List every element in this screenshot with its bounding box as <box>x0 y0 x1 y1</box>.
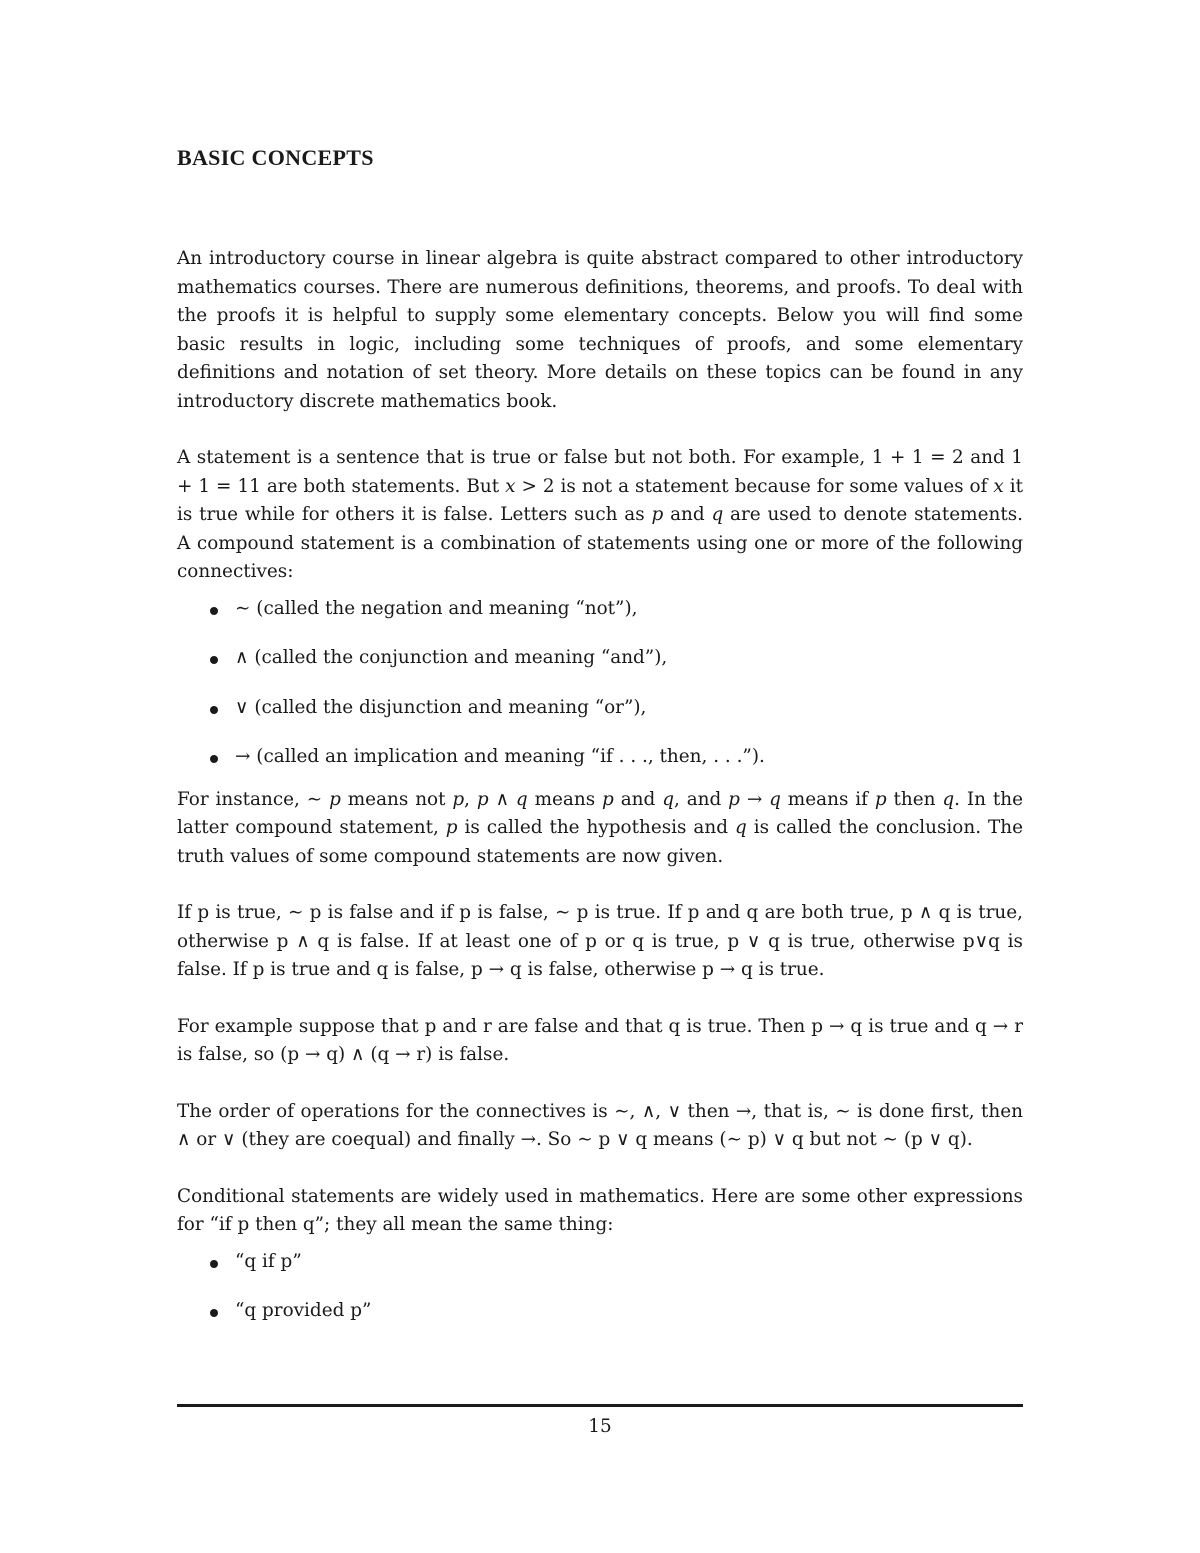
bullet-icon <box>210 706 218 714</box>
math-var: p <box>651 504 664 525</box>
connective-description: (called an implication and meaning “if . . ., then, . . .”). <box>250 746 765 767</box>
bullet-icon <box>210 755 218 763</box>
list-item <box>177 1297 1023 1326</box>
math-var: q <box>769 788 781 810</box>
page-number: 15 <box>588 1416 612 1437</box>
text-run: means not <box>340 788 453 810</box>
math-var: p <box>874 788 887 810</box>
text-run: . In the latter compound statement, <box>177 788 1023 838</box>
bullet-icon <box>210 607 218 615</box>
list-item <box>177 1248 1023 1277</box>
connective-symbol: ∨ <box>235 696 249 718</box>
expressions-list <box>177 1248 1023 1326</box>
order-of-operations-paragraph: The order of operations for the connectives is ∼, ∧, ∨ then →, that is, ∼ is done first, then ∧ or ∨ (they are coequal) and finally →. So ∼ p ∨ q means (∼ p) ∨ q but not ∼ (p ∨ q). <box>177 1100 1023 1150</box>
math-var: p <box>602 788 614 810</box>
text-run: and <box>663 504 712 525</box>
footer-rule <box>177 1404 1023 1407</box>
connectives-list <box>177 595 1023 772</box>
connective-symbol: → <box>235 746 251 767</box>
text-run: is called the hypothesis and <box>457 817 735 838</box>
text-run: ∧ <box>488 788 516 810</box>
math-var: p <box>476 788 489 810</box>
connective-description: (called the disjunction and meaning “or”), <box>248 696 647 718</box>
math-var: q <box>734 817 747 838</box>
expression-text: “q provided p” <box>235 1300 372 1321</box>
text-run: > 2 is not a statement because for some values of <box>515 475 994 497</box>
text-run: it is true while for others it is false. Letters such as <box>177 475 1024 525</box>
bullet-icon <box>210 656 218 664</box>
text-run: A statement is a sentence that is true or false but not both. For example, 1 + 1 = 2 and 1 + 1 = 11 are both statements. But <box>177 447 1023 497</box>
math-var: q <box>942 788 955 810</box>
body-text <box>177 245 1023 1347</box>
text-run: and <box>613 788 663 810</box>
list-item <box>177 743 1023 772</box>
text-run: is called the conclusion. The truth values of some compound statements are now given. <box>177 817 1024 867</box>
document-page <box>177 0 1023 1553</box>
statement-paragraph <box>177 444 1023 587</box>
text-run: are used to denote statements. A compound statement is a combination of statements using one or more of the following connectives: <box>177 504 1023 582</box>
math-var: p <box>452 788 465 810</box>
list-item <box>177 595 1023 624</box>
text-run: means if <box>780 788 875 810</box>
instance-paragraph <box>177 786 1023 872</box>
list-item <box>177 694 1023 723</box>
text-run: For instance, ∼ <box>177 788 330 810</box>
math-var: x <box>993 475 1004 497</box>
math-var: x <box>505 475 516 497</box>
connective-symbol: ∧ <box>235 647 249 668</box>
math-var: p <box>445 817 458 838</box>
conditional-paragraph: Conditional statements are widely used in mathematics. Here are some other expressions for “if p then q”; they all mean the same thing: <box>177 1185 1023 1235</box>
text-run: , <box>464 788 477 810</box>
connective-symbol: ∼ <box>235 597 251 619</box>
text-run: , and <box>673 788 729 810</box>
math-var: p <box>329 788 341 810</box>
math-var: q <box>711 504 724 525</box>
text-run: then <box>886 788 943 810</box>
section-title: BASIC CONCEPTS <box>177 145 374 170</box>
text-run: → <box>739 788 770 810</box>
bullet-icon <box>210 1260 218 1268</box>
math-var: q <box>662 788 674 810</box>
list-item <box>177 644 1023 673</box>
truth-values-paragraph: If p is true, ∼ p is false and if p is false, ∼ p is true. If p and q are both true, p ∧ q is true, otherwise p ∧ q is false. If at least one of p or q is true, p ∨ q is true, otherwise p∨q is false. If p is true and q is false, p → q is false, otherwise p → q is true. <box>177 902 1023 980</box>
connective-description: (called the conjunction and meaning “and”), <box>248 647 668 668</box>
text-run: means <box>527 788 603 810</box>
bullet-icon <box>210 1309 218 1317</box>
math-var: p <box>728 788 740 810</box>
math-var: q <box>515 788 528 810</box>
expression-text: “q if p” <box>235 1250 302 1272</box>
intro-paragraph: An introductory course in linear algebra is quite abstract compared to other introductory mathematics courses. There are numerous definitions, theorems, and proofs. To deal with the proofs it is helpful to supply some elementary concepts. Below you will find some basic results in logic, including some techniques of proofs, and some elementary definitions and notation of set theory. More details on these topics can be found in any introductory discrete mathematics book. <box>177 248 1023 412</box>
connective-description: (called the negation and meaning “not”), <box>250 597 638 619</box>
example-paragraph: For example suppose that p and r are false and that q is true. Then p → q is true and q → r is false, so (p → q) ∧ (q → r) is false. <box>177 1015 1023 1065</box>
